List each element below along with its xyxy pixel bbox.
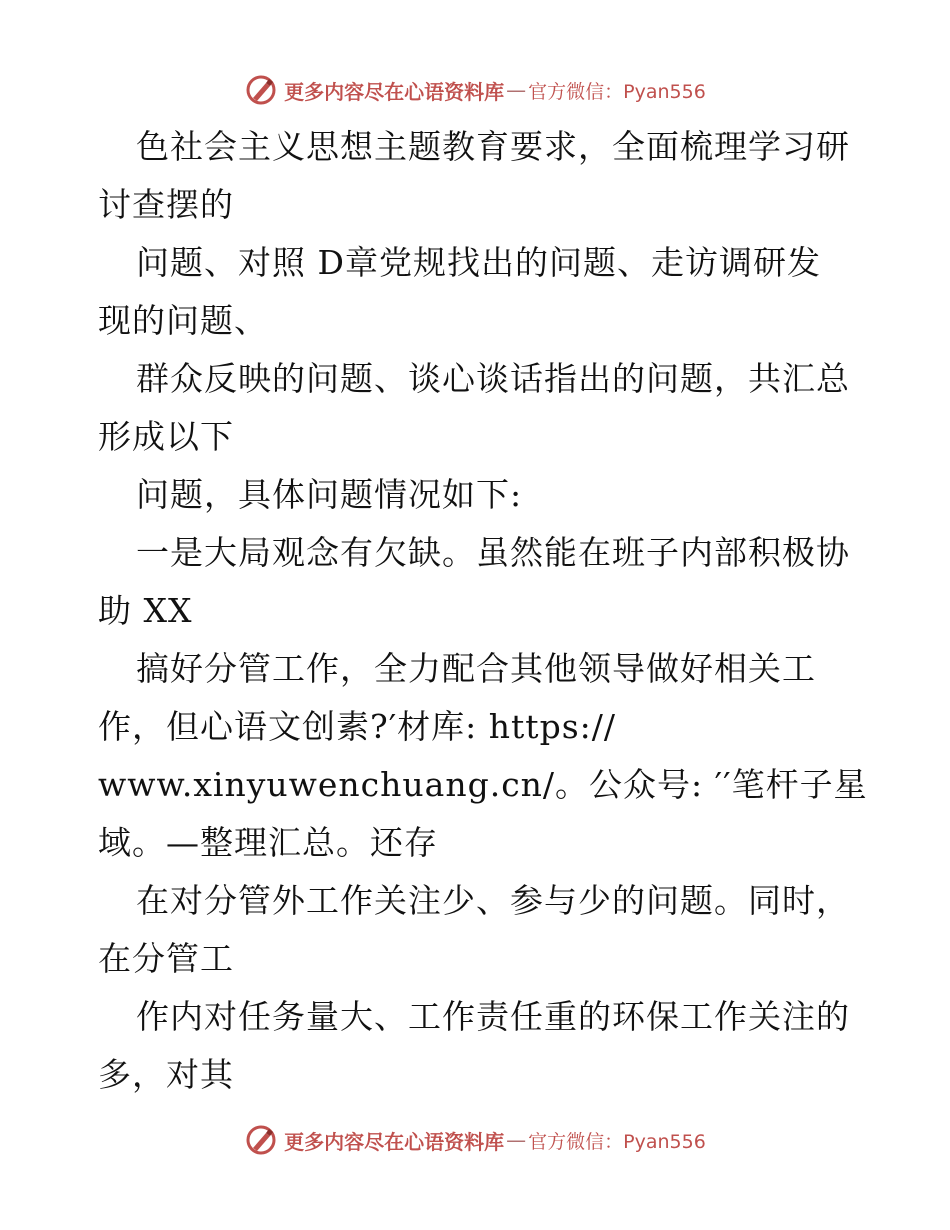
pen-logo-icon	[244, 73, 278, 107]
watermark-wechat-text: 官方微信：Pyan556	[528, 1130, 706, 1153]
body-line: 域。—整理汇总。还存	[98, 823, 438, 862]
watermark-separator: —	[506, 1128, 527, 1152]
body-line: 搞好分管工作，全力配合其他领导做好相关工	[136, 649, 816, 688]
pen-logo-icon	[244, 1123, 278, 1157]
body-line: 作，但心语文创素?′材库: https://	[98, 707, 616, 746]
watermark-wechat-text: 官方微信：Pyan556	[528, 80, 706, 103]
body-line: 现的问题、	[98, 301, 268, 340]
body-line: 一是大局观念有欠缺。虽然能在班子内部积极协	[136, 533, 850, 572]
document-body	[98, 118, 868, 1104]
body-line: 在分管工	[98, 939, 234, 978]
body-line: www.xinyuwenchuang.cn/。公众号: ′′笔杆子星	[98, 765, 868, 804]
header-watermark	[0, 70, 950, 110]
body-line: 作内对任务量大、工作责任重的环保工作关注的	[136, 997, 850, 1036]
watermark-main-text: 更多内容尽在心语资料库	[284, 79, 505, 104]
body-line: 群众反映的问题、谈心谈话指出的问题，共汇总	[136, 359, 850, 398]
body-line: 助 XX	[98, 591, 193, 630]
body-line: 多，对其	[98, 1055, 234, 1094]
body-line: 形成以下	[98, 417, 234, 456]
watermark-separator: —	[506, 78, 527, 102]
body-line: 在对分管外工作关注少、参与少的问题。同时，	[136, 881, 850, 920]
footer-watermark	[0, 1120, 950, 1160]
body-line: 问题、对照 D章党规找出的问题、走访调研发	[136, 243, 821, 282]
watermark-main-text: 更多内容尽在心语资料库	[284, 1129, 505, 1154]
body-line: 问题，具体问题情况如下:	[136, 475, 523, 514]
body-line: 讨查摆的	[98, 185, 234, 224]
body-line: 色社会主义思想主题教育要求，全面梳理学习研	[136, 127, 850, 166]
